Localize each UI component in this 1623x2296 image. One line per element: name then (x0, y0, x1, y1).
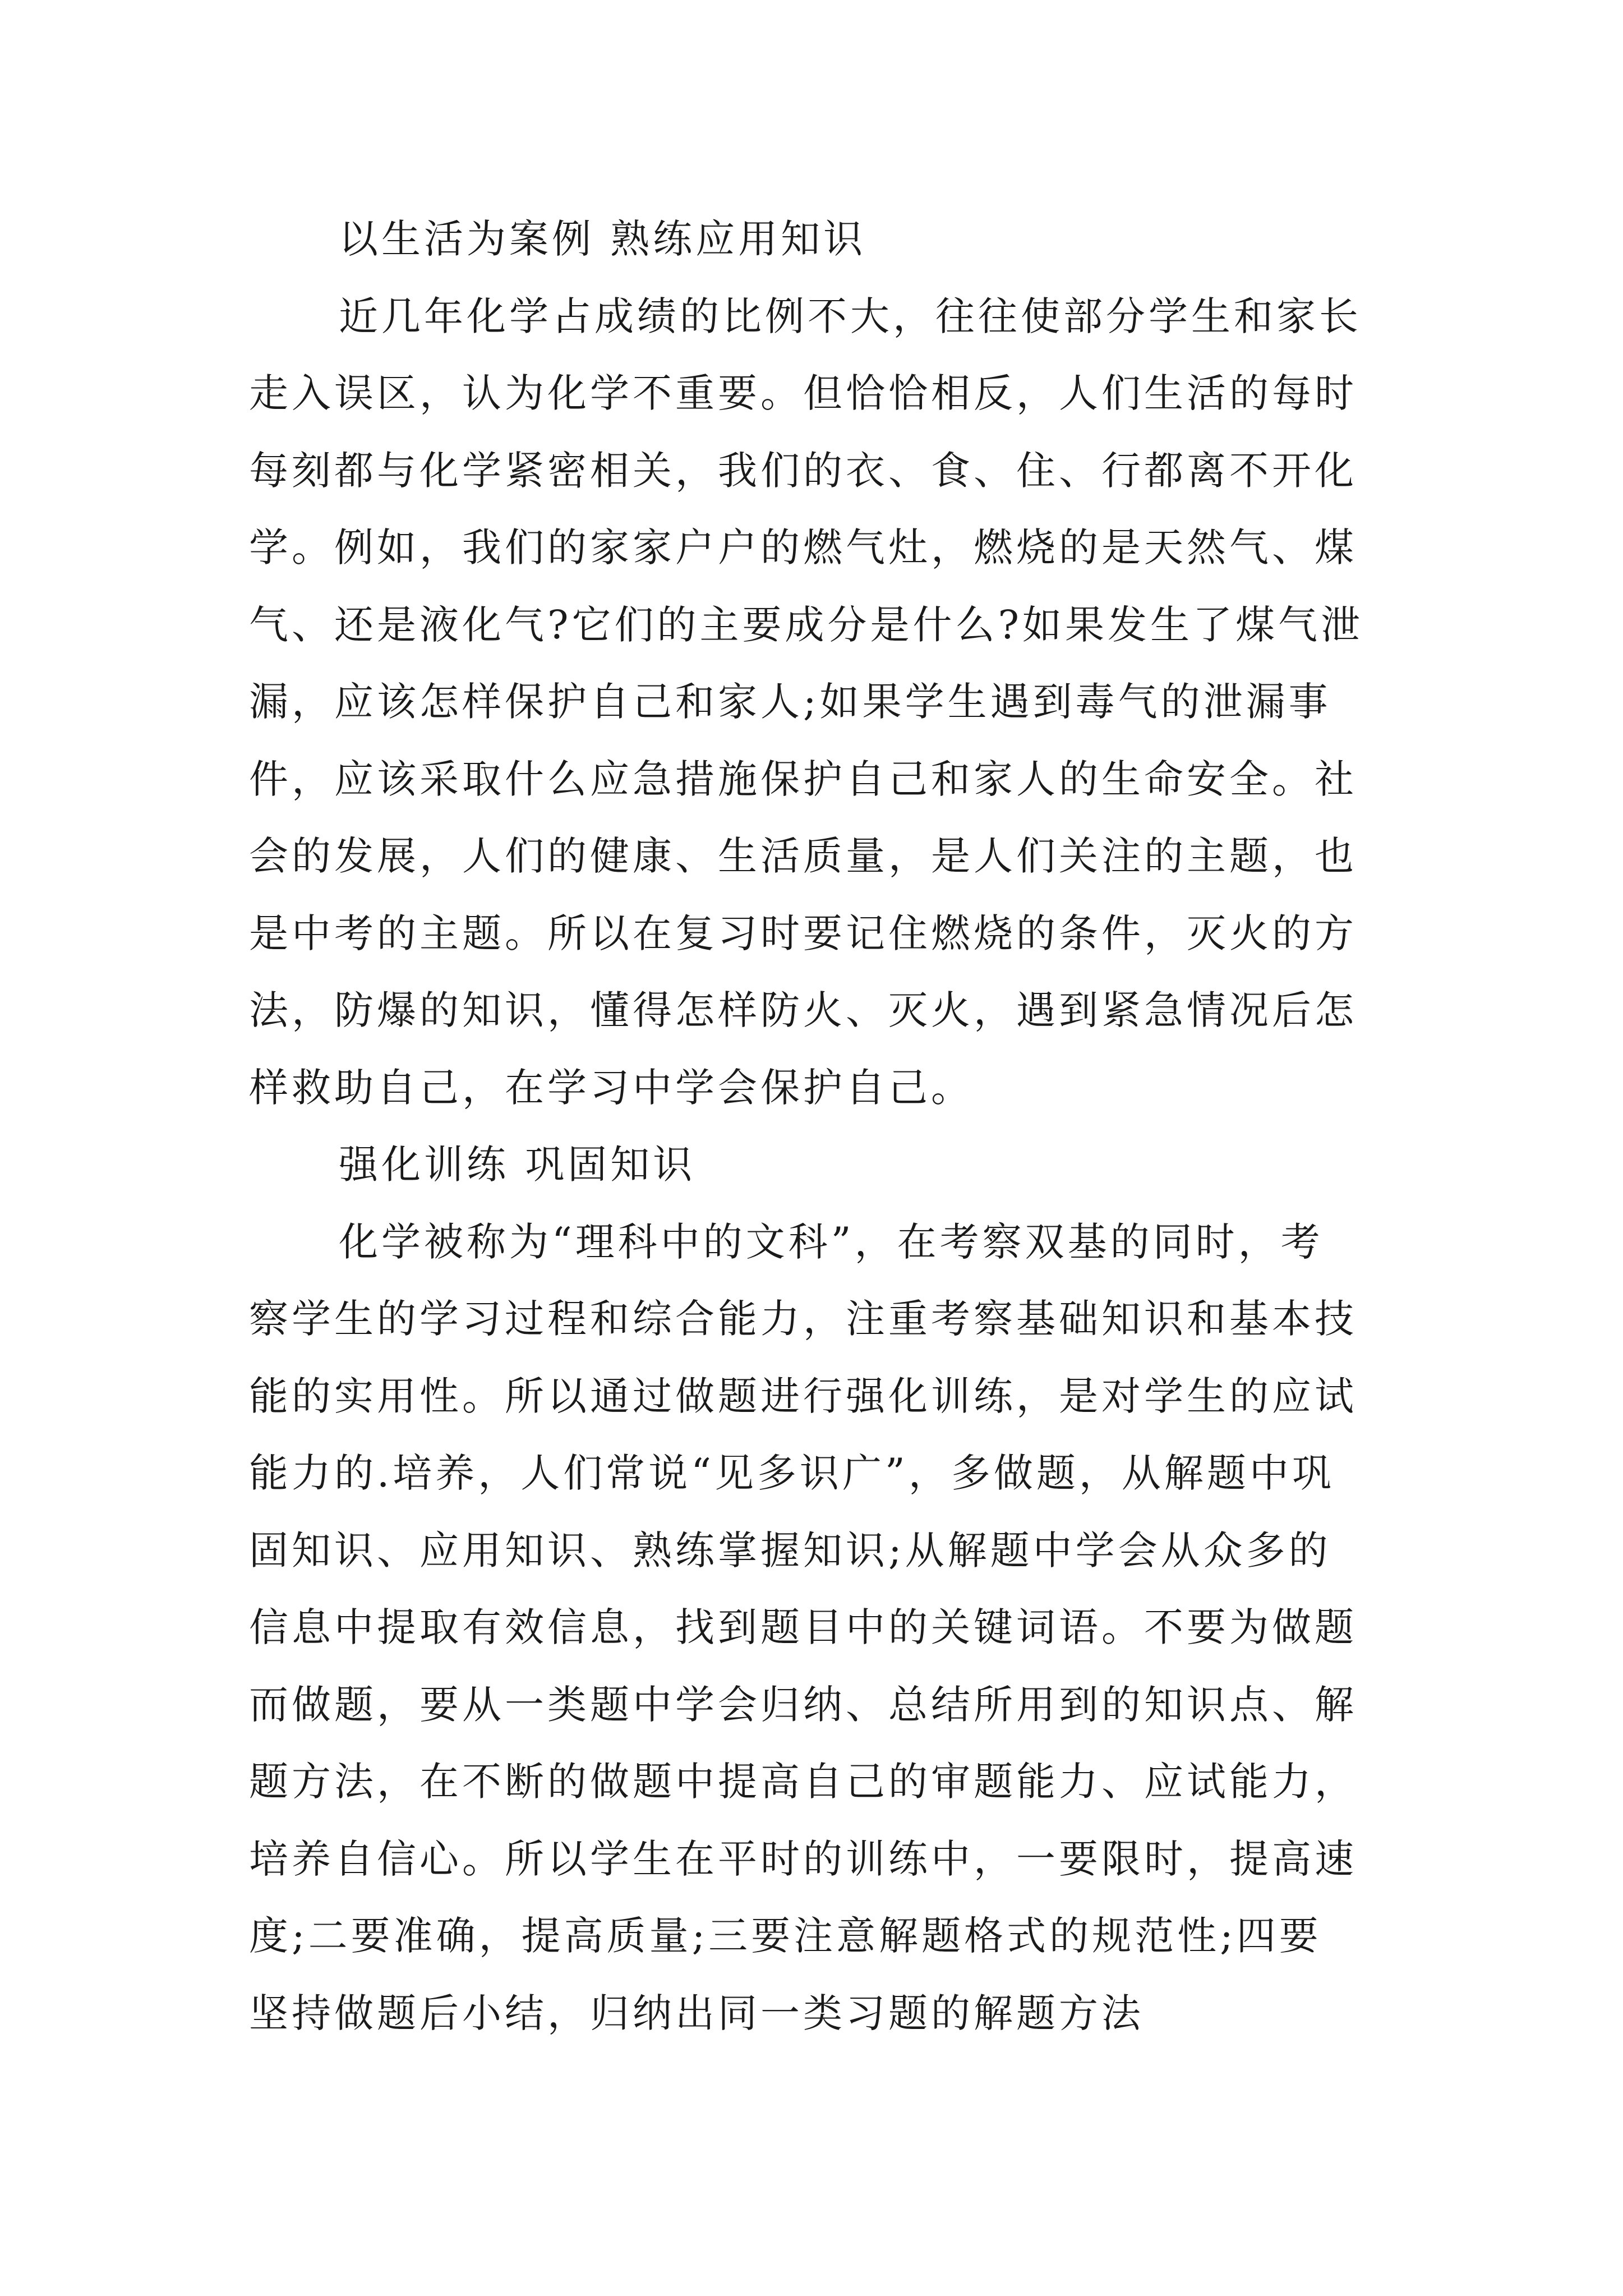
paragraph-line: 固知识、应用知识、熟练掌握知识;从解题中学会从众多的 (249, 1527, 1331, 1573)
paragraph-line: 而做题，要从一类题中学会归纳、总结所用到的知识点、解 (249, 1681, 1357, 1728)
paragraph-line: 察学生的学习过程和综合能力，注重考察基础知识和基本技 (249, 1296, 1357, 1342)
paragraph-line: 学。例如，我们的家家户户的燃气灶，燃烧的是天然气、煤 (249, 524, 1357, 570)
paragraph-line: 坚持做题后小结，归纳出同一类习题的解题方法 (249, 1990, 1144, 2036)
paragraph-line: 气、还是液化气?它们的主要成分是什么?如果发生了煤气泄 (249, 601, 1364, 648)
paragraph-line: 法，防爆的知识，懂得怎样防火、灭火，遇到紧急情况后怎 (249, 987, 1357, 1033)
section-heading-training: 强化训练 巩固知识 (339, 1142, 696, 1188)
paragraph-line: 能的实用性。所以通过做题进行强化训练，是对学生的应试 (249, 1373, 1357, 1419)
paragraph-line: 是中考的主题。所以在复习时要记住燃烧的条件，灭火的方 (249, 910, 1357, 956)
paragraph-line: 题方法，在不断的做题中提高自己的审题能力、应试能力， (249, 1759, 1357, 1805)
paragraph-line: 化学被称为“理科中的文科”，在考察双基的同时，考 (339, 1218, 1324, 1265)
paragraph-line: 样救助自己，在学习中学会保护自己。 (249, 1064, 974, 1111)
paragraph-line: 能力的.培养，人们常说“见多识广”，多做题，从解题中巩 (249, 1450, 1335, 1496)
paragraph-line: 漏，应该怎样保护自己和家人;如果学生遇到毒气的泄漏事 (249, 679, 1331, 725)
paragraph-line: 会的发展，人们的健康、生活质量，是人们关注的主题，也 (249, 833, 1357, 879)
document-body (249, 201, 1404, 2052)
paragraph-line: 信息中提取有效信息，找到题目中的关键词语。不要为做题 (249, 1604, 1357, 1650)
paragraph-line: 度;二要准确，提高质量;三要注意解题格式的规范性;四要 (249, 1913, 1322, 1959)
paragraph-line: 近几年化学占成绩的比例不大，往往使部分学生和家长 (339, 293, 1362, 339)
paragraph-line: 培养自信心。所以学生在平时的训练中，一要限时，提高速 (249, 1835, 1357, 1882)
paragraph-line: 每刻都与化学紧密相关，我们的衣、食、住、行都离不开化 (249, 447, 1357, 494)
paragraph-line: 件，应该采取什么应急措施保护自己和家人的生命安全。社 (249, 756, 1357, 802)
paragraph-line: 走入误区，认为化学不重要。但恰恰相反，人们生活的每时 (249, 370, 1357, 416)
section-heading-life-cases: 以生活为案例 熟练应用知识 (339, 216, 866, 262)
